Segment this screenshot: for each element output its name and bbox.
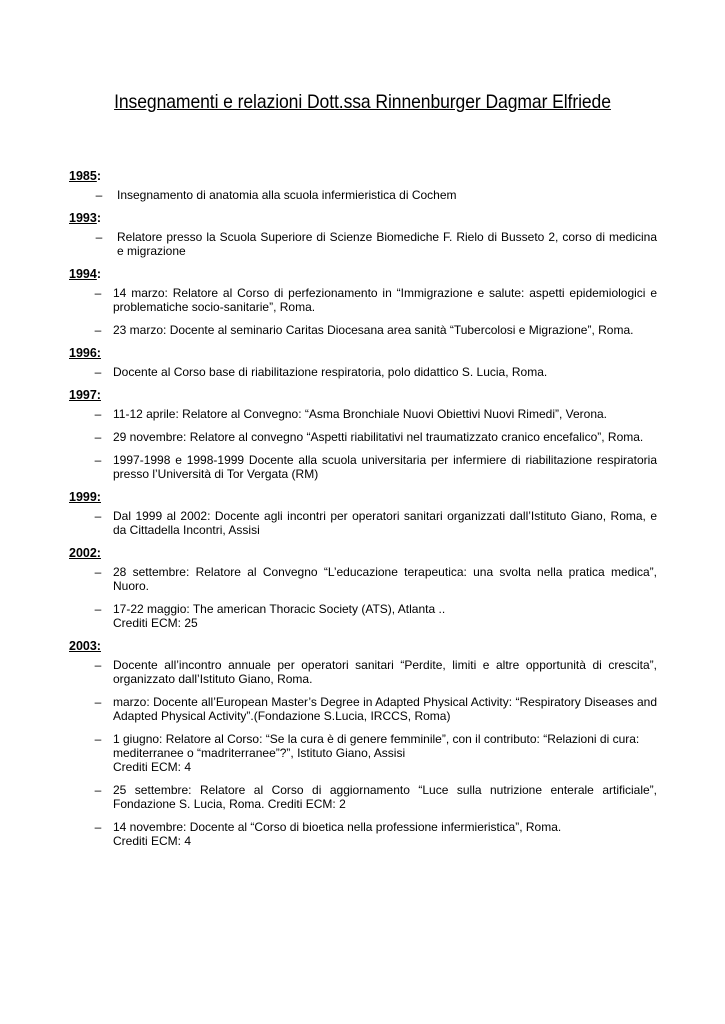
year-heading (69, 388, 657, 402)
year-colon: : (96, 267, 101, 281)
list-item-text: 1 giugno: Relatore al Corso: “Se la cura è di genere femminile”, con il contributo: “Relazioni di cura: mediterranee o “madriterranee”?”, Istituto Giano, Assisi Crediti ECM: 4 (113, 732, 640, 774)
list-item (69, 658, 657, 686)
list-item-text: marzo: Docente all’European Master’s Degree in Adapted Physical Activity: “Respiratory Diseases and Adapted Physical Activity”.(Fondazione S.Lucia, IRCCS, Roma) (113, 695, 657, 723)
list-item-text: 1997-1998 e 1998-1999 Docente alla scuola universitaria per infermiere di riabilitazione respiratoria presso l’Università di Tor Vergata (RM) (113, 453, 657, 481)
list-item-text: 23 marzo: Docente al seminario Caritas Diocesana area sanità “Tubercolosi e Migrazione”, Roma. (113, 323, 634, 337)
list-item-text: 14 novembre: Docente al “Corso di bioetica nella professione infermieristica”, Roma. Crediti ECM: 4 (113, 820, 562, 848)
list-item (69, 286, 657, 314)
list-item-text: 28 settembre: Relatore al Convegno “L’educazione terapeutica: una svolta nella pratica medica”, Nuoro. (113, 565, 657, 593)
list-item (69, 820, 657, 848)
year-label: 1996: (69, 346, 101, 360)
list-item (69, 783, 657, 811)
dash-bullet-icon: – (94, 407, 102, 421)
list-item (69, 365, 657, 379)
dash-bullet-icon: – (94, 323, 102, 337)
year-label: 1999: (69, 490, 101, 504)
year-entries-list (69, 565, 657, 630)
list-item-text: 17-22 maggio: The american Thoracic Society (ATS), Atlanta .. Crediti ECM: 25 (113, 602, 446, 630)
dash-bullet-icon: – (94, 732, 102, 746)
list-item (69, 509, 657, 537)
dash-bullet-icon: – (94, 783, 102, 797)
year-heading (69, 346, 657, 360)
list-item (69, 323, 657, 337)
year-label: 2002: (69, 546, 101, 560)
dash-bullet-icon: – (94, 286, 102, 300)
year-heading (69, 490, 657, 504)
list-item (69, 430, 657, 444)
list-item (69, 453, 657, 481)
list-item (69, 732, 657, 774)
year-heading (69, 169, 657, 183)
dash-bullet-icon: – (94, 658, 102, 672)
list-item (69, 565, 657, 593)
year-heading (69, 211, 657, 225)
list-item (69, 407, 657, 421)
document-body (69, 167, 657, 857)
year-entries-list (69, 658, 657, 848)
year-entries-list (69, 365, 657, 379)
list-item-text: 29 novembre: Relatore al convegno “Aspetti riabilitativi nel traumatizzato cranico encefalico”, Roma. (113, 430, 644, 444)
year-heading (69, 267, 657, 281)
dash-bullet-icon: – (95, 188, 103, 202)
year-label: 2003: (69, 639, 101, 653)
list-item (69, 602, 657, 630)
dash-bullet-icon: – (94, 565, 102, 579)
dash-bullet-icon: – (95, 230, 103, 244)
list-item (69, 695, 657, 723)
dash-bullet-icon: – (94, 365, 102, 379)
list-item (69, 230, 657, 258)
list-item-text: Docente al Corso base di riabilitazione respiratoria, polo didattico S. Lucia, Roma. (113, 365, 548, 379)
year-label: 1985 (69, 169, 97, 183)
list-item-text: Relatore presso la Scuola Superiore di Scienze Biomediche F. Rielo di Busseto 2, corso di medicina e migrazione (117, 230, 657, 258)
dash-bullet-icon: – (94, 695, 102, 709)
list-item-text: 14 marzo: Relatore al Corso di perfezionamento in “Immigrazione e salute: aspetti epidemiologici e problematiche socio-sanitarie”, Roma. (113, 286, 657, 314)
year-label: 1993 (69, 211, 97, 225)
list-item-text: Insegnamento di anatomia alla scuola infermieristica di Cochem (117, 188, 457, 202)
page-title: Insegnamenti e relazioni Dott.ssa Rinnenburger Dagmar Elfriede (114, 91, 611, 113)
dash-bullet-icon: – (94, 820, 102, 834)
dash-bullet-icon: – (94, 430, 102, 444)
year-label: 1997: (69, 388, 101, 402)
dash-bullet-icon: – (94, 509, 102, 523)
year-entries-list (69, 188, 657, 202)
dash-bullet-icon: – (94, 453, 102, 467)
year-entries-list (69, 286, 657, 337)
year-entries-list (69, 230, 657, 258)
year-entries-list (69, 407, 657, 481)
year-heading (69, 639, 657, 653)
year-colon: : (96, 211, 101, 225)
year-colon: : (96, 169, 101, 183)
list-item-text: 25 settembre: Relatore al Corso di aggiornamento “Luce sulla nutrizione enterale artificiale”, Fondazione S. Lucia, Roma. Crediti ECM: 2 (113, 783, 657, 811)
list-item-text: Docente all’incontro annuale per operatori sanitari “Perdite, limiti e altre opportunità di crescita”, organizzato dall’Istituto Giano, Roma. (113, 658, 657, 686)
year-entries-list (69, 509, 657, 537)
dash-bullet-icon: – (94, 602, 102, 616)
list-item-text: Dal 1999 al 2002: Docente agli incontri per operatori sanitari organizzati dall’Istituto Giano, Roma, e da Cittadella Incontri, Assisi (113, 509, 657, 537)
year-heading (69, 546, 657, 560)
list-item-text: 11-12 aprile: Relatore al Convegno: “Asma Bronchiale Nuovi Obiettivi Nuovi Rimedi”, Verona. (113, 407, 608, 421)
list-item (69, 188, 657, 202)
year-label: 1994 (69, 267, 97, 281)
